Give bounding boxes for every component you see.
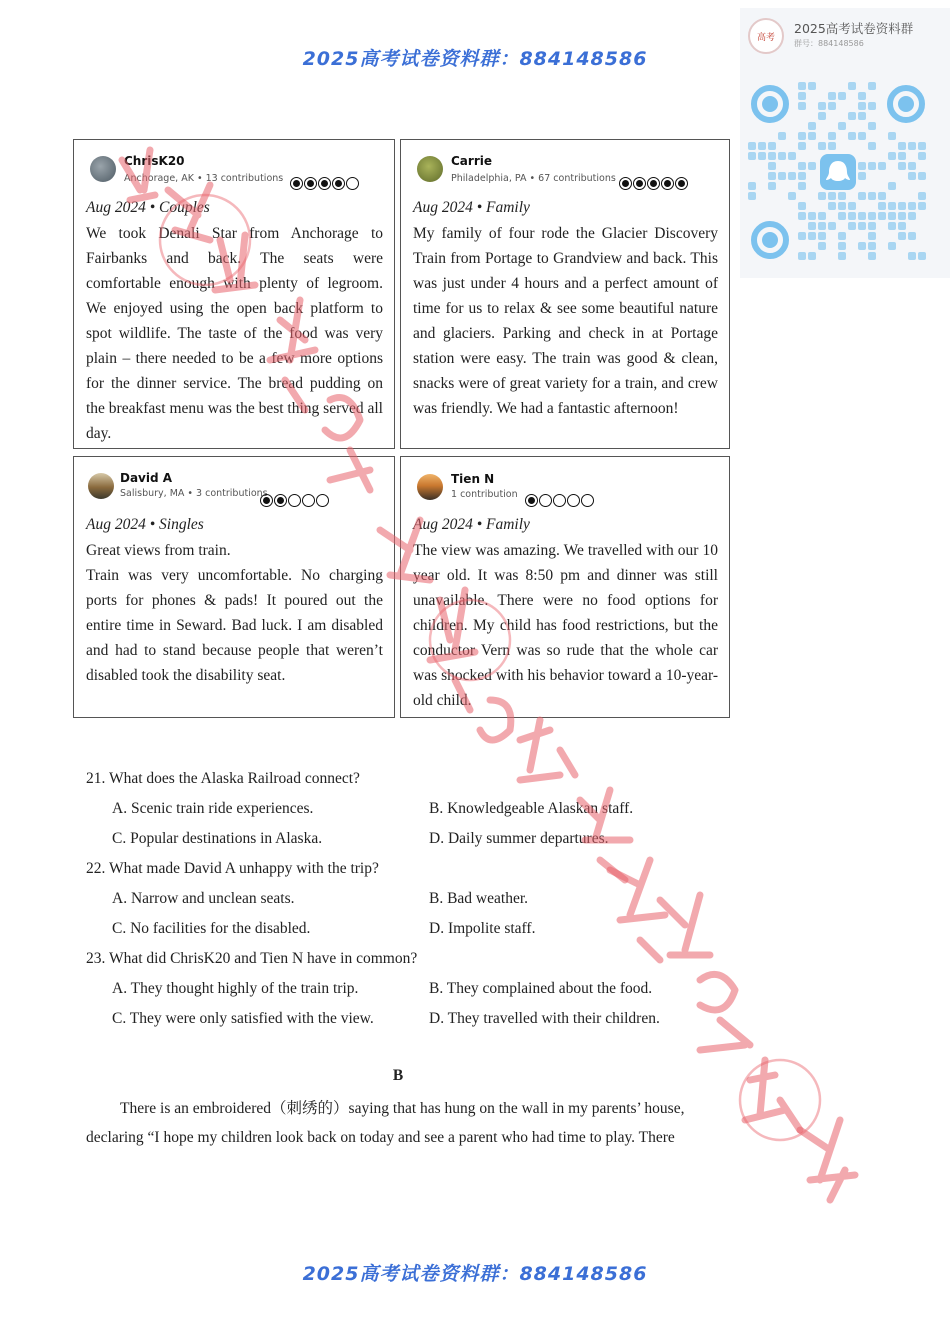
- reviewer-name: David A: [120, 471, 173, 485]
- question-option: B. They complained about the food.: [429, 980, 653, 997]
- rating-bubble-filled-icon: [661, 177, 674, 190]
- question-option: D. Impolite staff.: [429, 920, 536, 937]
- question-option: B. Bad weather.: [429, 890, 529, 907]
- question-option: C. Popular destinations in Alaska.: [112, 830, 323, 847]
- footer-banner: 2025高考试卷资料群：884148586: [302, 1263, 648, 1285]
- avatar: [417, 156, 443, 182]
- question-option: D. They travelled with their children.: [429, 1010, 660, 1027]
- question-option: C. They were only satisfied with the view.: [112, 1010, 374, 1027]
- reviewer-meta: Philadelphia, PA • 67 contributions: [451, 173, 616, 184]
- qr-code-icon: [748, 82, 928, 272]
- review-date: Aug 2024 • Family: [413, 516, 530, 533]
- review-card-david-a: [73, 456, 395, 718]
- review-date: Aug 2024 • Family: [413, 199, 530, 216]
- question-option: A. They thought highly of the train trip.: [112, 980, 359, 997]
- header-banner: 2025高考试卷资料群：884148586: [302, 48, 648, 70]
- rating-bubble-filled-icon: [675, 177, 688, 190]
- question-option: B. Knowledgeable Alaskan staff.: [429, 800, 634, 817]
- passage-line: declaring “I hope my children look back on today and see a parent who had time to play. There: [86, 1129, 675, 1146]
- avatar: [90, 156, 116, 182]
- question-stem: 21. What does the Alaska Railroad connect?: [86, 770, 360, 787]
- section-label: B: [392, 1067, 404, 1084]
- review-text: My family of four rode the Glacier Discovery Train from Portage to Grandview and back. This was just under 4 hours and a perfect amount of time for us to relax & see some beautiful nature and glaciers. Parking and check in at Portage station were easy. The train was good & clean, snacks were of great variety for a train, and crew was friendly. We had a fantastic afternoon!: [413, 225, 718, 417]
- rating-bubble-empty-icon: [539, 494, 552, 507]
- reviewer-name: Tien N: [451, 472, 495, 486]
- question-option: A. Scenic train ride experiences.: [112, 800, 314, 817]
- reviewer-meta: 1 contribution: [451, 489, 518, 500]
- rating-bubbles: [525, 494, 594, 507]
- rating-bubble-empty-icon: [567, 494, 580, 507]
- reviewer-name: ChrisK20: [124, 154, 185, 168]
- review-date: Aug 2024 • Couples: [86, 199, 210, 216]
- review-text: We took Denali Star from Anchorage to Fairbanks and back. The seats were comfortable enough with plenty of legroom. We enjoyed using the open back platform to spot wildlife. The taste of the food was very plain – there needed to be a few more options for the dinner service. The bread pudding on the breakfast menu was the best thing served all day.: [86, 225, 383, 442]
- rating-bubble-filled-icon: [619, 177, 632, 190]
- question-stem: 23. What did ChrisK20 and Tien N have in common?: [86, 950, 418, 967]
- review-card-chrisk20: [73, 139, 395, 449]
- qr-group-number: 群号：884148586: [794, 39, 864, 48]
- qr-panel: [740, 8, 950, 278]
- question-option: C. No facilities for the disabled.: [112, 920, 311, 937]
- group-logo-icon: 高考: [748, 18, 784, 54]
- review-text: The view was amazing. We travelled with our 10 year old. It was 8:50 pm and dinner was still unavailable. There were no food options for children. My child has food restrictions, but the conductor Vern was so rude that the whole car was shocked with his behavior toward a 10-year-old child.: [413, 542, 718, 709]
- review-date: Aug 2024 • Singles: [86, 516, 204, 533]
- rating-bubble-filled-icon: [304, 177, 317, 190]
- question-list: [86, 766, 746, 1036]
- passage-line: There is an embroidered（刺绣的）saying that has hung on the wall in my parents’ house,: [120, 1100, 685, 1117]
- reviewer-name: Carrie: [451, 154, 492, 168]
- rating-bubble-empty-icon: [302, 494, 315, 507]
- rating-bubbles: [260, 494, 329, 507]
- question-option: A. Narrow and unclean seats.: [112, 890, 295, 907]
- review-card-tien-n: [400, 456, 730, 718]
- avatar: [417, 474, 443, 500]
- rating-bubble-empty-icon: [316, 494, 329, 507]
- rating-bubble-empty-icon: [288, 494, 301, 507]
- question-stem: 22. What made David A unhappy with the trip?: [86, 860, 379, 877]
- reviewer-meta: Salisbury, MA • 3 contributions: [120, 488, 268, 499]
- rating-bubble-filled-icon: [525, 494, 538, 507]
- rating-bubble-filled-icon: [633, 177, 646, 190]
- rating-bubble-empty-icon: [581, 494, 594, 507]
- avatar: [88, 473, 114, 499]
- rating-bubble-empty-icon: [346, 177, 359, 190]
- question-option: D. Daily summer departures.: [429, 830, 609, 847]
- rating-bubble-filled-icon: [260, 494, 273, 507]
- rating-bubble-filled-icon: [274, 494, 287, 507]
- rating-bubble-empty-icon: [553, 494, 566, 507]
- reviewer-meta: Anchorage, AK • 13 contributions: [124, 173, 284, 184]
- rating-bubble-filled-icon: [290, 177, 303, 190]
- passage-text: [86, 1094, 712, 1152]
- rating-bubble-filled-icon: [318, 177, 331, 190]
- qr-title: 2025高考试卷资料群: [794, 21, 914, 36]
- rating-bubble-filled-icon: [332, 177, 345, 190]
- rating-bubbles: [619, 177, 688, 190]
- rating-bubbles: [290, 177, 359, 190]
- review-card-carrie: [400, 139, 730, 449]
- rating-bubble-filled-icon: [647, 177, 660, 190]
- review-text: Great views from train. Train was very uncomfortable. No charging ports for phones & pads! It poured out the entire time in Seward. Bad luck. I am disabled and had to stand because people that weren’t disabled took the disability seat.: [86, 542, 383, 684]
